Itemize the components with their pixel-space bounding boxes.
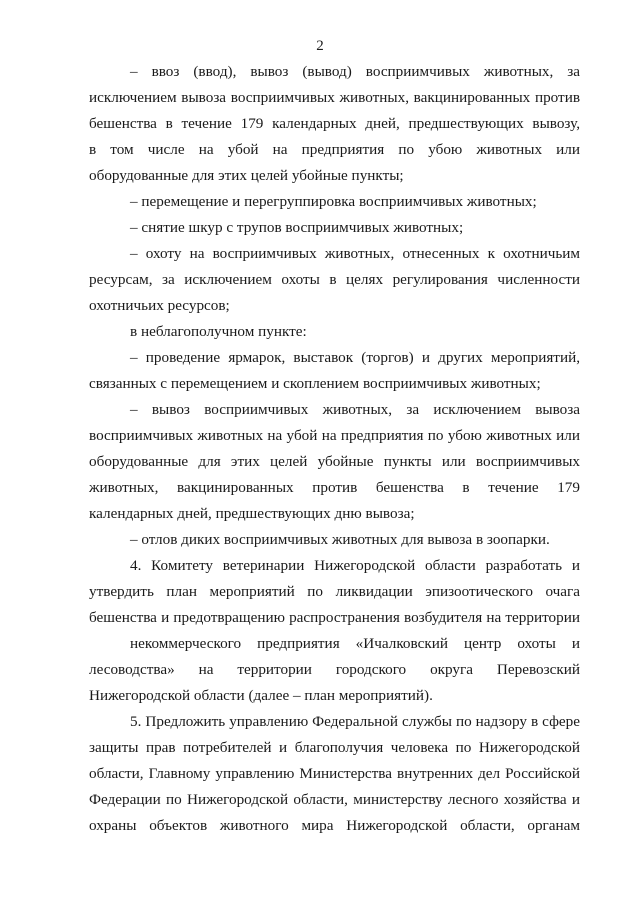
text-line: ресурсам, за исключением охоты в целях регулирования численности xyxy=(89,271,580,288)
text-line: животных, вакцинированных против бешенства в течение 179 xyxy=(89,479,580,496)
text-line: оборудованные для этих целей убойные пункты или восприимчивых xyxy=(89,453,580,470)
text-line: охотничьих ресурсов; xyxy=(89,297,230,314)
text-line: – проведение ярмарок, выставок (торгов) и других мероприятий, xyxy=(130,349,580,366)
text-line: охраны объектов животного мира Нижегородской области, органам xyxy=(89,817,580,834)
text-line: – вывоз восприимчивых животных, за исключением вывоза xyxy=(130,401,580,418)
text-line: области, Главному управлению Министерства внутренних дел Российской xyxy=(89,765,580,782)
text-line: бешенства и предотвращению распространения возбудителя на территории xyxy=(89,609,580,626)
text-line: – перемещение и перегруппировка восприимчивых животных; xyxy=(130,193,537,210)
text-line: календарных дней, предшествующих дню вывоза; xyxy=(89,505,415,522)
text-line: связанных с перемещением и скоплением восприимчивых животных; xyxy=(89,375,541,392)
text-line: – снятие шкур с трупов восприимчивых животных; xyxy=(130,219,464,236)
text-line: некоммерческого предприятия «Ичалковский центр охоты и xyxy=(130,635,580,652)
text-line: восприимчивых животных на убой на предприятия по убою животных или xyxy=(89,427,580,444)
text-line: Нижегородской области (далее – план мероприятий). xyxy=(89,687,433,704)
text-line: утвердить план мероприятий по ликвидации эпизоотического очага xyxy=(89,583,580,600)
text-line: – ввоз (ввод), вывоз (вывод) восприимчивых животных, за xyxy=(130,63,580,80)
text-line: исключением вывоза восприимчивых животных, вакцинированных против xyxy=(89,89,580,106)
text-line: – отлов диких восприимчивых животных для вывоза в зоопарки. xyxy=(130,531,550,548)
text-line: лесоводства» на территории городского округа Перевозский xyxy=(89,661,580,678)
text-line: в неблагополучном пункте: xyxy=(130,323,307,340)
page-number: 2 xyxy=(316,38,324,54)
text-line: – охоту на восприимчивых животных, отнесенных к охотничьим xyxy=(130,245,580,262)
text-line: Федерации по Нижегородской области, министерству лесного хозяйства и xyxy=(89,791,580,808)
text-line: 5. Предложить управлению Федеральной службы по надзору в сфере xyxy=(130,713,580,730)
text-line: защиты прав потребителей и благополучия человека по Нижегородской xyxy=(89,739,580,756)
text-line: в том числе на убой на предприятия по убою животных или xyxy=(89,141,580,158)
text-line: бешенства в течение 179 календарных дней, предшествующих вывозу, xyxy=(89,115,580,132)
text-line: оборудованные для этих целей убойные пункты; xyxy=(89,167,404,184)
text-line: 4. Комитету ветеринарии Нижегородской области разработать и xyxy=(130,557,580,574)
